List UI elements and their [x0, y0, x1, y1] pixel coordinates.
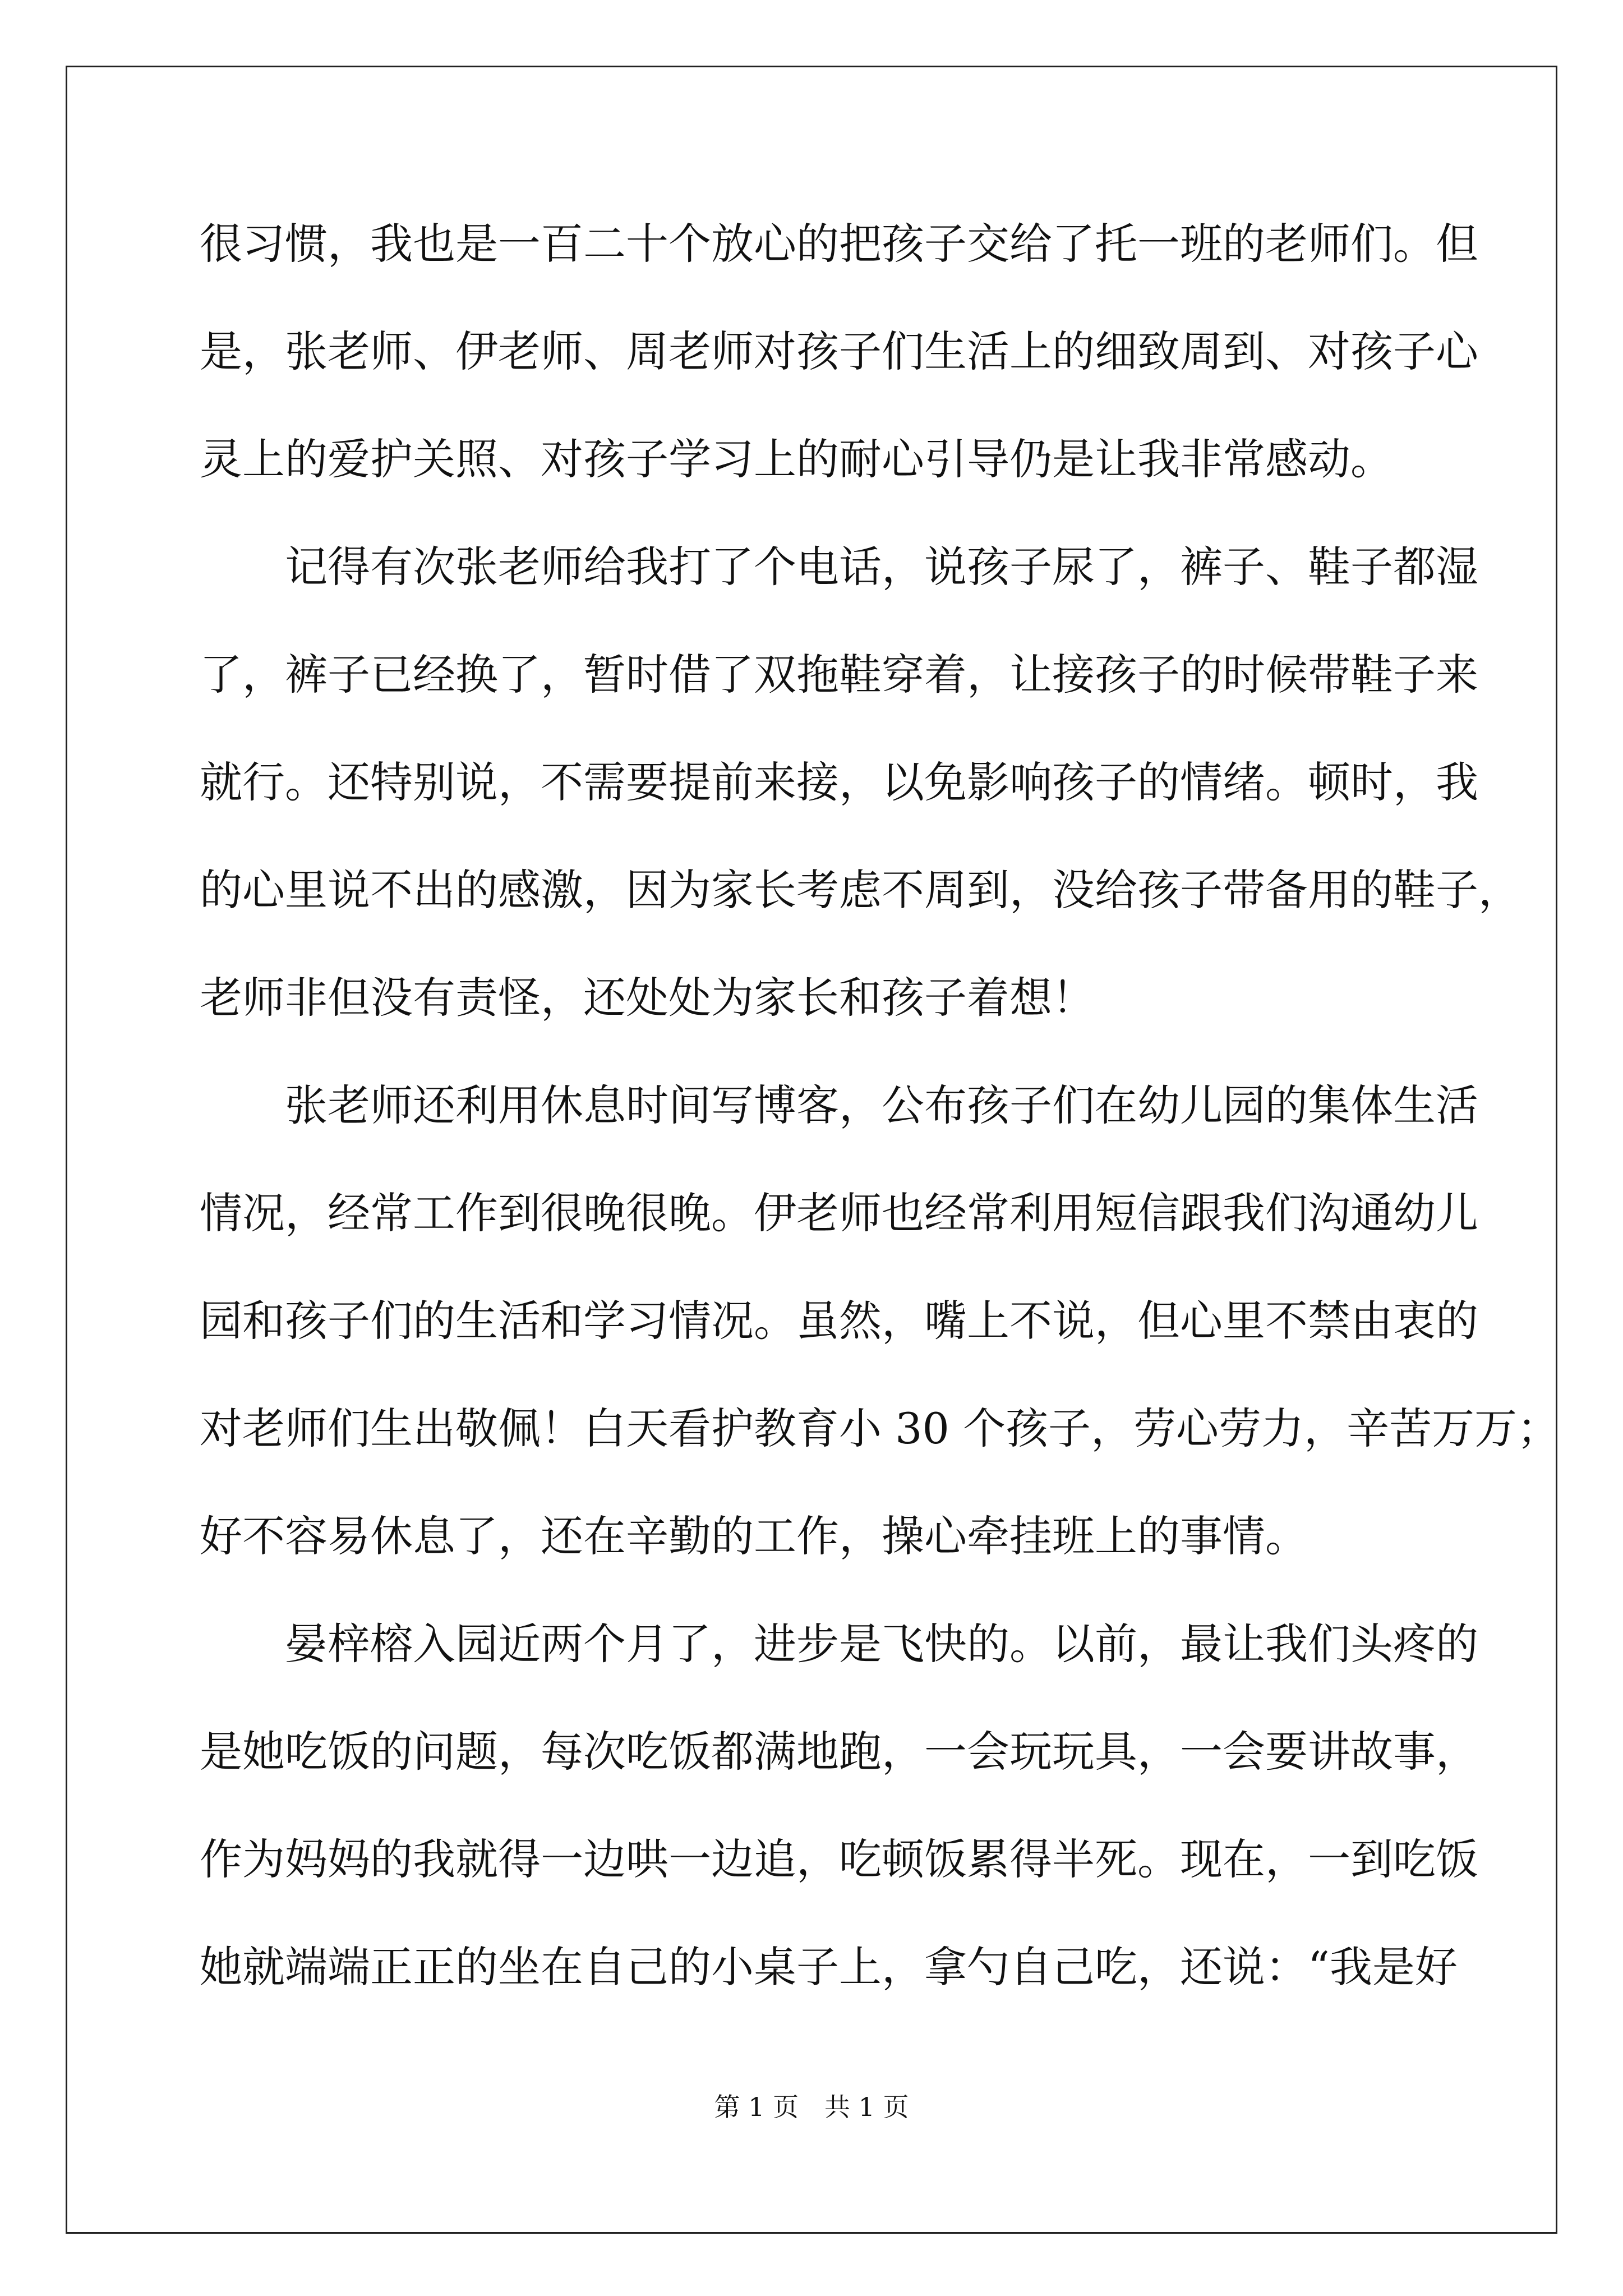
text-line: 好不容易休息了，还在辛勤的工作，操心牵挂班上的事情。 [200, 1511, 1308, 1561]
text-line: 作为妈妈的我就得一边哄一边追，吃顿饭累得半死。现在，一到吃饭 [200, 1834, 1478, 1884]
page-number-footer: 第 1 页 共 1 页 [714, 2092, 909, 2122]
text-line: 就行。还特别说，不需要提前来接，以免影响孩子的情绪。顿时，我 [200, 757, 1478, 807]
text-line: 了，裤子已经换了，暂时借了双拖鞋穿着，让接孩子的时候带鞋子来 [200, 650, 1478, 700]
text-line: 灵上的爱护关照、对孩子学习上的耐心引导仍是让我非常感动。 [200, 434, 1393, 484]
paragraph-first-line: 记得有次张老师给我打了个电话，说孩子尿了，裤子、鞋子都湿 [285, 542, 1478, 592]
text-line: 是，张老师、伊老师、周老师对孩子们生活上的细致周到、对孩子心 [200, 326, 1478, 376]
page-border [66, 66, 1557, 2234]
text-line: 情况，经常工作到很晚很晚。伊老师也经常利用短信跟我们沟通幼儿 [200, 1188, 1478, 1238]
paragraph-first-line: 晏梓榕入园近两个月了，进步是飞快的。以前，最让我们头疼的 [285, 1619, 1478, 1669]
text-line: 的心里说不出的感激，因为家长考虑不周到，没给孩子带备用的鞋子， [200, 865, 1521, 915]
text-line: 是她吃饭的问题，每次吃饭都满地跑，一会玩玩具，一会要讲故事， [200, 1727, 1478, 1777]
text-line: 对老师们生出敬佩！白天看护教育小 30 个孩子，劳心劳力，辛苦万万； [200, 1404, 1560, 1453]
text-line: 园和孩子们的生活和学习情况。虽然，嘴上不说，但心里不禁由衷的 [200, 1296, 1478, 1346]
paragraph-first-line: 张老师还利用休息时间写博客，公布孩子们在幼儿园的集体生活 [285, 1080, 1478, 1130]
text-line: 很习惯，我也是一百二十个放心的把孩子交给了托一班的老师们。但 [200, 219, 1478, 269]
text-line: 老师非但没有责怪，还处处为家长和孩子着想！ [200, 973, 1095, 1023]
text-line: 她就端端正正的坐在自己的小桌子上，拿勺自己吃，还说：“我是好 [200, 1942, 1458, 1992]
